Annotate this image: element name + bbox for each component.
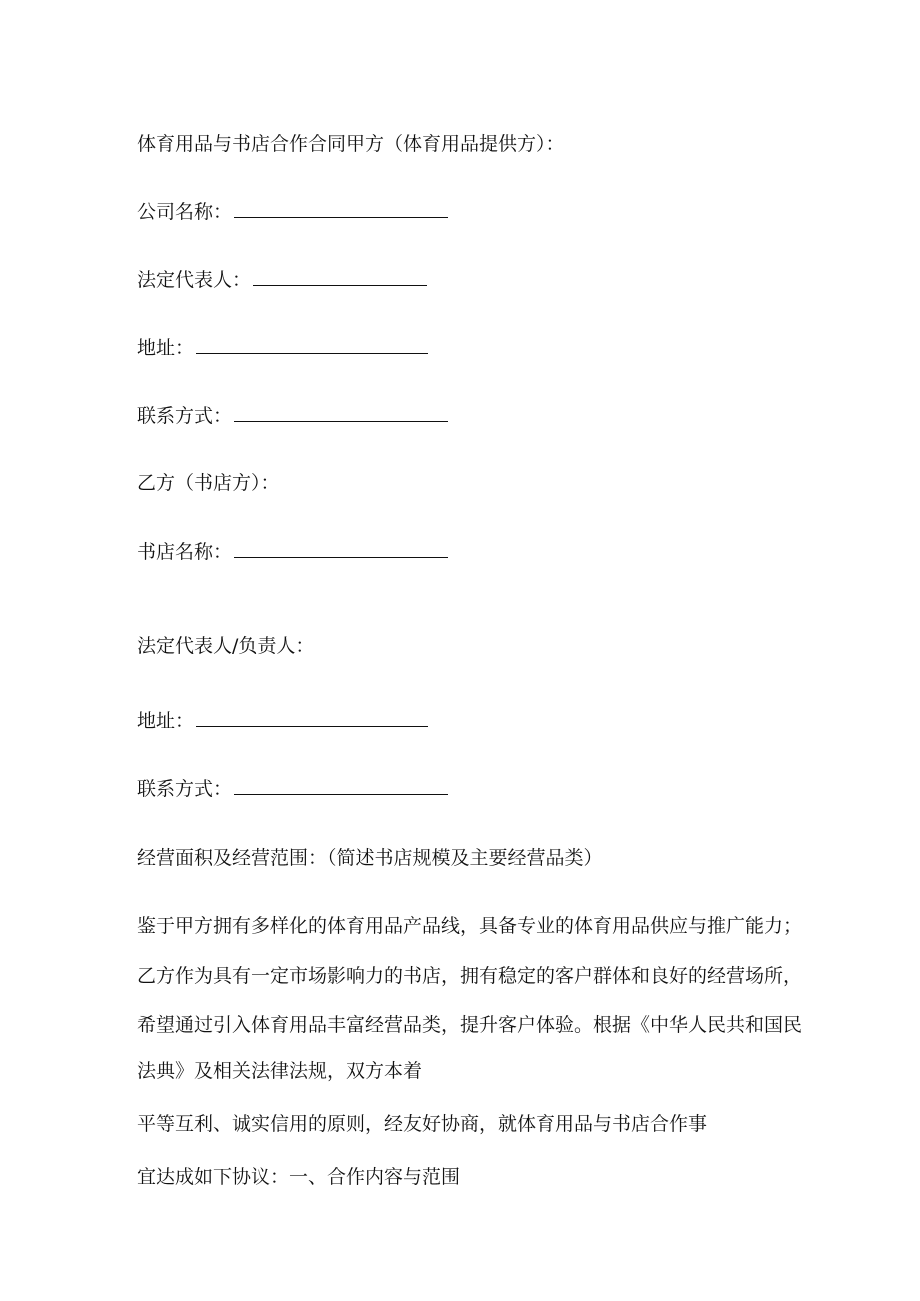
- company-name-label: 公司名称：: [137, 201, 233, 223]
- store-name-blank[interactable]: [234, 538, 448, 558]
- store-name-label: 书店名称：: [137, 541, 233, 563]
- party-a-contact-row: [137, 402, 448, 429]
- body-paragraph-line: 希望通过引入体育用品丰富经营品类，提升客户体验。根据《中华人民共和国民: [137, 1014, 803, 1036]
- address-label: 地址：: [137, 337, 195, 359]
- body-paragraph-line: 法典》及相关法律法规，双方本着: [137, 1060, 423, 1082]
- contract-title-line: 体育用品与书店合作合同甲方（体育用品提供方）：: [137, 133, 565, 155]
- legal-rep-label: 法定代表人：: [137, 269, 252, 291]
- contact-blank[interactable]: [234, 775, 448, 795]
- party-a-legal-rep-row: [137, 266, 427, 293]
- body-paragraph-line: 平等互利、诚实信用的原则，经友好协商，就体育用品与书店合作事: [137, 1113, 708, 1135]
- contact-label: 联系方式：: [137, 778, 233, 800]
- legal-rep-blank[interactable]: [253, 266, 427, 286]
- party-a-company-name-row: [137, 198, 448, 225]
- body-paragraph-line: 宜达成如下协议：一、合作内容与范围: [137, 1166, 461, 1188]
- party-b-legal-rep-row: 法定代表人/负责人：: [137, 635, 315, 657]
- address-blank[interactable]: [196, 707, 428, 727]
- party-a-address-row: [137, 334, 428, 361]
- body-paragraph-line: 鉴于甲方拥有多样化的体育用品产品线，具备专业的体育用品供应与推广能力；: [137, 915, 803, 937]
- party-b-contact-row: [137, 775, 448, 802]
- party-b-store-name-row: [137, 538, 448, 565]
- contact-label: 联系方式：: [137, 405, 233, 427]
- contact-blank[interactable]: [234, 402, 448, 422]
- business-scope-line: 经营面积及经营范围：（简述书店规模及主要经营品类）: [137, 847, 603, 869]
- party-b-address-row: [137, 707, 428, 734]
- party-b-heading: 乙方（书店方）：: [137, 472, 280, 494]
- address-blank[interactable]: [196, 334, 428, 354]
- company-name-blank[interactable]: [234, 198, 448, 218]
- address-label: 地址：: [137, 710, 195, 732]
- body-paragraph-line: 乙方作为具有一定市场影响力的书店，拥有稳定的客户群体和良好的经营场所，: [137, 965, 803, 987]
